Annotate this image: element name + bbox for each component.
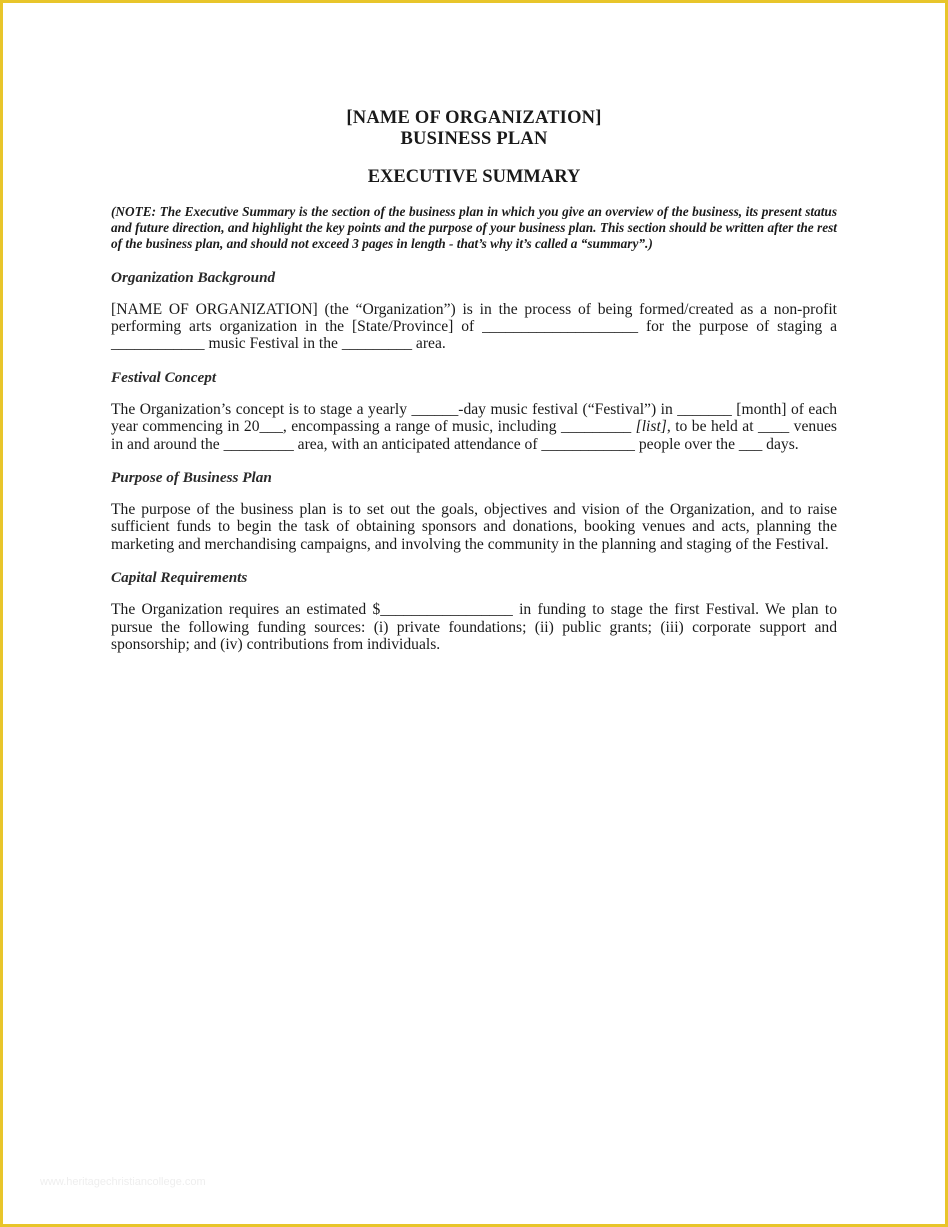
paragraph-organization-background: [NAME OF ORGANIZATION] (the “Organization”) is in the process of being formed/created as a non-profit performing arts organization in the [State/Province] of ____________________ for the purpose of staging a ____________ music Festival in the _________ area. — [111, 300, 837, 353]
heading-purpose-of-business-plan: Purpose of Business Plan — [111, 469, 272, 487]
heading-festival-concept: Festival Concept — [111, 368, 217, 386]
section-title: EXECUTIVE SUMMARY — [367, 167, 581, 187]
festival-concept-text-1: The Organization’s concept is to stage a yearly ______-day music festival (“Festival”) in _______ [month] of each year commencing in 20___, encompassing a range of music, including _________ — [111, 400, 837, 436]
document-title — [111, 108, 837, 150]
heading-capital-requirements: Capital Requirements — [111, 569, 248, 587]
title-business-plan: BUSINESS PLAN — [400, 129, 548, 149]
paragraph-festival-concept — [111, 401, 837, 453]
paragraph-purpose-of-business-plan: The purpose of the business plan is to set out the goals, objectives and vision of the Organization, and to raise sufficient funds to begin the task of obtaining sponsors and donations, booking venues and acts, planning the marketing and merchandising campaigns, and involving the community in the planning and staging of the Festival. — [111, 501, 837, 553]
title-organization-name: [NAME OF ORGANIZATION] — [346, 108, 602, 128]
heading-organization-background: Organization Background — [111, 268, 276, 286]
paragraph-capital-requirements: The Organization requires an estimated $_________________ in funding to stage the first Festival. We plan to pursue the following funding sources: (i) private foundations; (ii) public grants; (iii) corporate support and sponsorship; and (iv) contributions from individuals. — [111, 601, 837, 654]
festival-concept-text-2: , to be held at ____ venues in and around the _________ area, with an anticipated attendance of ____________ people over the ___ days. — [111, 418, 837, 453]
document-page — [111, 108, 837, 653]
executive-summary-note: (NOTE: The Executive Summary is the section of the business plan in which you give an overview of the business, its present status and future direction, and highlight the key points and the purpose of your business plan. This section should be written after the rest of the business plan, and should not exceed 3 pages in length - that’s why it’s called a “summary”.) — [111, 204, 837, 252]
festival-concept-list-placeholder: [list] — [635, 418, 667, 436]
watermark-text: www.heritagechristiancollege.com — [40, 1176, 206, 1188]
